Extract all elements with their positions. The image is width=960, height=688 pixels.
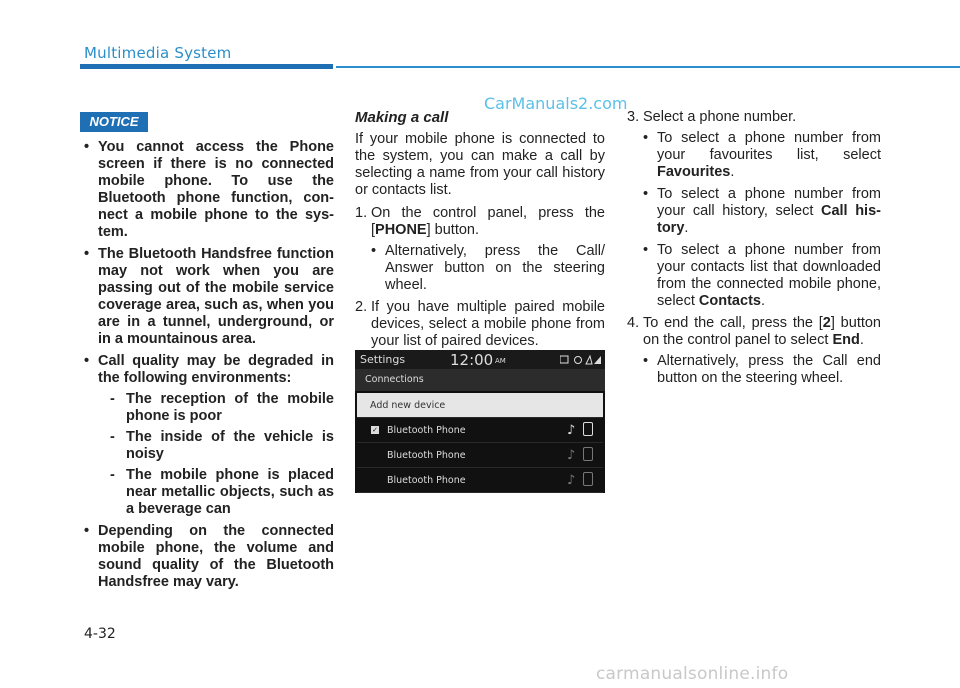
header-rule-light	[336, 66, 960, 68]
step-text: Select a phone number.	[643, 109, 797, 125]
screen-title: Settings	[360, 353, 406, 366]
step-number: 3.	[627, 109, 640, 125]
screen-status-bar	[355, 350, 605, 369]
music-note-icon: ♪	[567, 473, 576, 488]
step-2	[355, 299, 605, 350]
step-3	[627, 109, 881, 126]
step-1	[355, 205, 605, 239]
step-text: On the control panel, press the [PHONE] button.	[371, 205, 605, 238]
notice-subitem: - The inside of the vehicle is noisy	[98, 429, 334, 463]
section-title: Multimedia System	[84, 44, 232, 62]
notice-item	[80, 353, 334, 518]
watermark-top: CarManuals2.com	[484, 94, 628, 113]
notice-item: • Depending on the connected mobile phone, the volume and sound quality of the Bluetooth Handsfree may vary.	[80, 523, 334, 591]
bluetooth-phone-row[interactable]	[357, 443, 603, 468]
notice-sublist	[98, 391, 334, 518]
step-4-subitem: • Alternatively, press the Call end button on the steering wheel.	[627, 353, 881, 387]
bluetooth-phone-row[interactable]	[357, 418, 603, 443]
making-call-column	[355, 109, 605, 354]
notice-subitem: - The mobile phone is placed near metallic objects, such as a beverage can	[98, 467, 334, 518]
screen-time: 12:00	[450, 351, 494, 369]
notice-subitem: - The reception of the mobile phone is poor	[98, 391, 334, 425]
connections-label: Connections	[365, 374, 424, 385]
making-call-heading: Making a call	[355, 109, 449, 126]
step-3-subitem: • To select a phone number from your favourites list, select Favourites.	[627, 130, 881, 181]
select-number-column	[627, 109, 881, 392]
page-number: 4-32	[84, 626, 116, 642]
connections-header	[355, 369, 605, 391]
making-call-intro: If your mobile phone is connected to the system, you can make a call by selecting a name from your call history or contacts list.	[355, 131, 605, 198]
step-3-subitem: • To select a phone number from your contacts list that downloaded from the connected mobile phone, select Contacts.	[627, 242, 881, 310]
notice-item: • The Bluetooth Handsfree function may not work when you are passing out of the mobile service coverage area, such as, when you are in a tunnel, underground, or in a mountainous area.	[80, 246, 334, 348]
phone-icon	[583, 447, 593, 461]
phone-icon	[583, 422, 593, 436]
status-icons	[560, 355, 602, 365]
row-label: Bluetooth Phone	[387, 475, 466, 486]
notice-item: • You cannot access the Phone screen if there is no connected mobile phone. To use the Bluetooth phone function, connect a mobile phone to the system.	[80, 139, 334, 241]
row-label: Bluetooth Phone	[387, 450, 466, 461]
screen-ampm: AM	[495, 357, 506, 365]
watermark-bottom: carmanualsonline.info	[596, 664, 789, 684]
step-number: 2.	[355, 299, 368, 315]
notice-badge: NOTICE	[80, 112, 148, 132]
row-label: Add new device	[370, 400, 446, 411]
notice-list	[80, 139, 334, 591]
step-3-subitem: • To select a phone number from your call history, select Call history.	[627, 186, 881, 237]
check-icon: ✓	[372, 426, 378, 434]
step-number: 4.	[627, 315, 640, 331]
phone-key: PHONE	[375, 222, 427, 238]
header-rule-dark	[80, 64, 333, 69]
music-note-icon: ♪	[567, 423, 576, 438]
phone-icon	[583, 472, 593, 486]
row-label: Bluetooth Phone	[387, 425, 466, 436]
step-text: To end the call, press the [2] button on the control panel to select End.	[643, 315, 882, 348]
step-4	[627, 315, 881, 349]
add-new-device-row[interactable]	[357, 393, 603, 418]
step-number: 1.	[355, 205, 368, 221]
step-text: If you have multiple paired mobile devices, select a mobile phone from your list of paired devices.	[371, 299, 605, 349]
bluetooth-phone-row[interactable]	[357, 468, 603, 493]
phone-settings-screen	[355, 350, 605, 493]
step-1-subitem: • Alternatively, press the Call/ Answer button on the steering wheel.	[355, 243, 605, 294]
notice-column	[80, 139, 334, 596]
music-note-icon: ♪	[567, 448, 576, 463]
notice-item-text: Call quality may be degraded in the following environments:	[98, 353, 334, 386]
